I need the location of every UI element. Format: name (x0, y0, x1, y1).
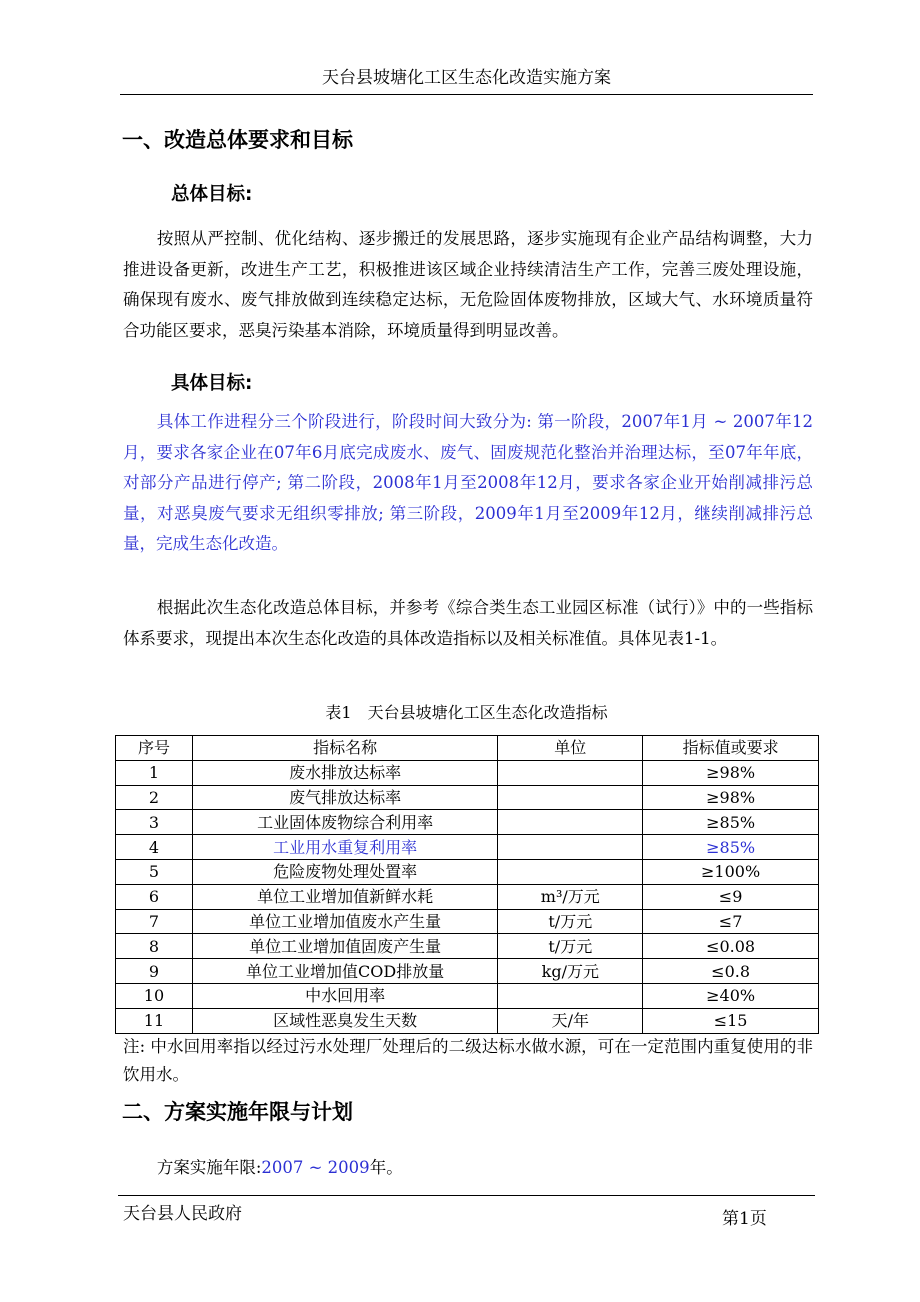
section2-heading: 二、方案实施年限与计划 (122, 1100, 353, 1124)
row-no: 5 (116, 859, 193, 884)
row-value: ≥98% (643, 785, 819, 810)
row-no: 6 (116, 884, 193, 909)
row-name: 单位工业增加值新鲜水耗 (192, 884, 498, 909)
row-unit: kg/万元 (498, 959, 643, 984)
table-row (116, 810, 819, 835)
row-unit (498, 859, 643, 884)
table-row (116, 835, 819, 860)
row-no: 2 (116, 785, 193, 810)
row-no: 8 (116, 934, 193, 959)
table-note: 注: 中水回用率指以经过污水处理厂处理后的二级达标水做水源，可在一定范围内重复使用的非饮用水。 (123, 1037, 813, 1084)
row-name: 工业用水重复利用率 (192, 835, 498, 860)
header-unit: 单位 (498, 736, 643, 761)
row-value: ≤7 (643, 909, 819, 934)
row-unit: t/万元 (498, 934, 643, 959)
table-row (116, 884, 819, 909)
header-no: 序号 (116, 736, 193, 761)
row-name: 废水排放达标率 (192, 760, 498, 785)
overall-goal-text: 按照从严控制、优化结构、逐步搬迁的发展思路，逐步实施现有企业产品结构调整，大力推进设备更新，改进生产工艺，积极推进该区域企业持续清洁生产工作，完善三废处理设施，确保现有废水、废气排放做到连续稳定达标，无危险固体废物排放，区域大气、水环境质量符合功能区要求，恶臭污染基本消除，环境质量得到明显改善。 (123, 229, 813, 340)
row-value: ≤0.08 (643, 934, 819, 959)
table-row (116, 934, 819, 959)
row-value: ≥85% (643, 835, 819, 860)
table-row (116, 909, 819, 934)
row-no: 3 (116, 810, 193, 835)
table-row (116, 760, 819, 785)
row-name: 危险废物处理处置率 (192, 859, 498, 884)
row-unit: t/万元 (498, 909, 643, 934)
row-name: 工业固体废物综合利用率 (192, 810, 498, 835)
row-name: 单位工业增加值固废产生量 (192, 934, 498, 959)
row-name: 中水回用率 (192, 983, 498, 1008)
header-name: 指标名称 (192, 736, 498, 761)
row-no: 10 (116, 983, 193, 1008)
row-unit: m³/万元 (498, 884, 643, 909)
row-unit: 天/年 (498, 1008, 643, 1033)
table-row (116, 785, 819, 810)
table-row (116, 959, 819, 984)
row-unit (498, 760, 643, 785)
implementation-period (123, 1153, 813, 1184)
row-unit (498, 983, 643, 1008)
row-name: 废气排放达标率 (192, 785, 498, 810)
table-row (116, 983, 819, 1008)
row-no: 1 (116, 760, 193, 785)
row-value: ≥100% (643, 859, 819, 884)
footer-divider (118, 1195, 815, 1196)
row-no: 11 (116, 1008, 193, 1033)
row-value: ≥85% (643, 810, 819, 835)
row-name: 单位工业增加值废水产生量 (192, 909, 498, 934)
table-row (116, 859, 819, 884)
header-value: 指标值或要求 (643, 736, 819, 761)
row-unit (498, 785, 643, 810)
row-value: ≥98% (643, 760, 819, 785)
row-name: 单位工业增加值COD排放量 (192, 959, 498, 984)
row-unit (498, 835, 643, 860)
specific-goal-heading: 具体目标: (171, 373, 253, 394)
header-title: 天台县坡塘化工区生态化改造实施方案 (322, 68, 611, 88)
row-no: 9 (116, 959, 193, 984)
table-row (116, 1008, 819, 1033)
row-unit (498, 810, 643, 835)
row-name: 区域性恶臭发生天数 (192, 1008, 498, 1033)
table-caption: 表1 天台县坡塘化工区生态化改造指标 (325, 703, 608, 722)
basis-text: 根据此次生态化改造总体目标，并参考《综合类生态工业园区标准（试行）》中的一些指标体系要求，现提出本次生态化改造的具体改造指标以及相关标准值。具体见表1-1。 (123, 598, 813, 648)
specific-goal-text: 具体工作进程分三个阶段进行，阶段时间大致分为: 第一阶段，2007年1月 ~ 2007年12月，要求各家企业在07年6月底完成废水、废气、固废规范化整治并治理达标，至07年年底，对部分产品进行停产; 第二阶段，2008年1月至2008年12月，要求各家企业开始削减排污总量，对恶臭废气要求无组织零排放; 第三阶段，2009年1月至2009年12月，继续削减排污总量，完成生态化改造。 (123, 412, 813, 554)
period-value: 2007 ~ 2009 (261, 1158, 370, 1177)
row-value: ≥40% (643, 983, 819, 1008)
row-value: ≤9 (643, 884, 819, 909)
section1-heading: 一、改造总体要求和目标 (122, 128, 353, 152)
indicator-table (115, 735, 819, 1034)
row-no: 7 (116, 909, 193, 934)
period-suffix: 年。 (369, 1158, 403, 1177)
page-number: 第1页 (722, 1209, 767, 1229)
row-value: ≤15 (643, 1008, 819, 1033)
row-value: ≤0.8 (643, 959, 819, 984)
row-no: 4 (116, 835, 193, 860)
overall-goal-heading: 总体目标: (171, 184, 253, 205)
table-header-row (116, 736, 819, 761)
page-header (120, 62, 813, 95)
period-label: 方案实施年限: (156, 1158, 262, 1177)
footer-organization: 天台县人民政府 (123, 1204, 242, 1224)
